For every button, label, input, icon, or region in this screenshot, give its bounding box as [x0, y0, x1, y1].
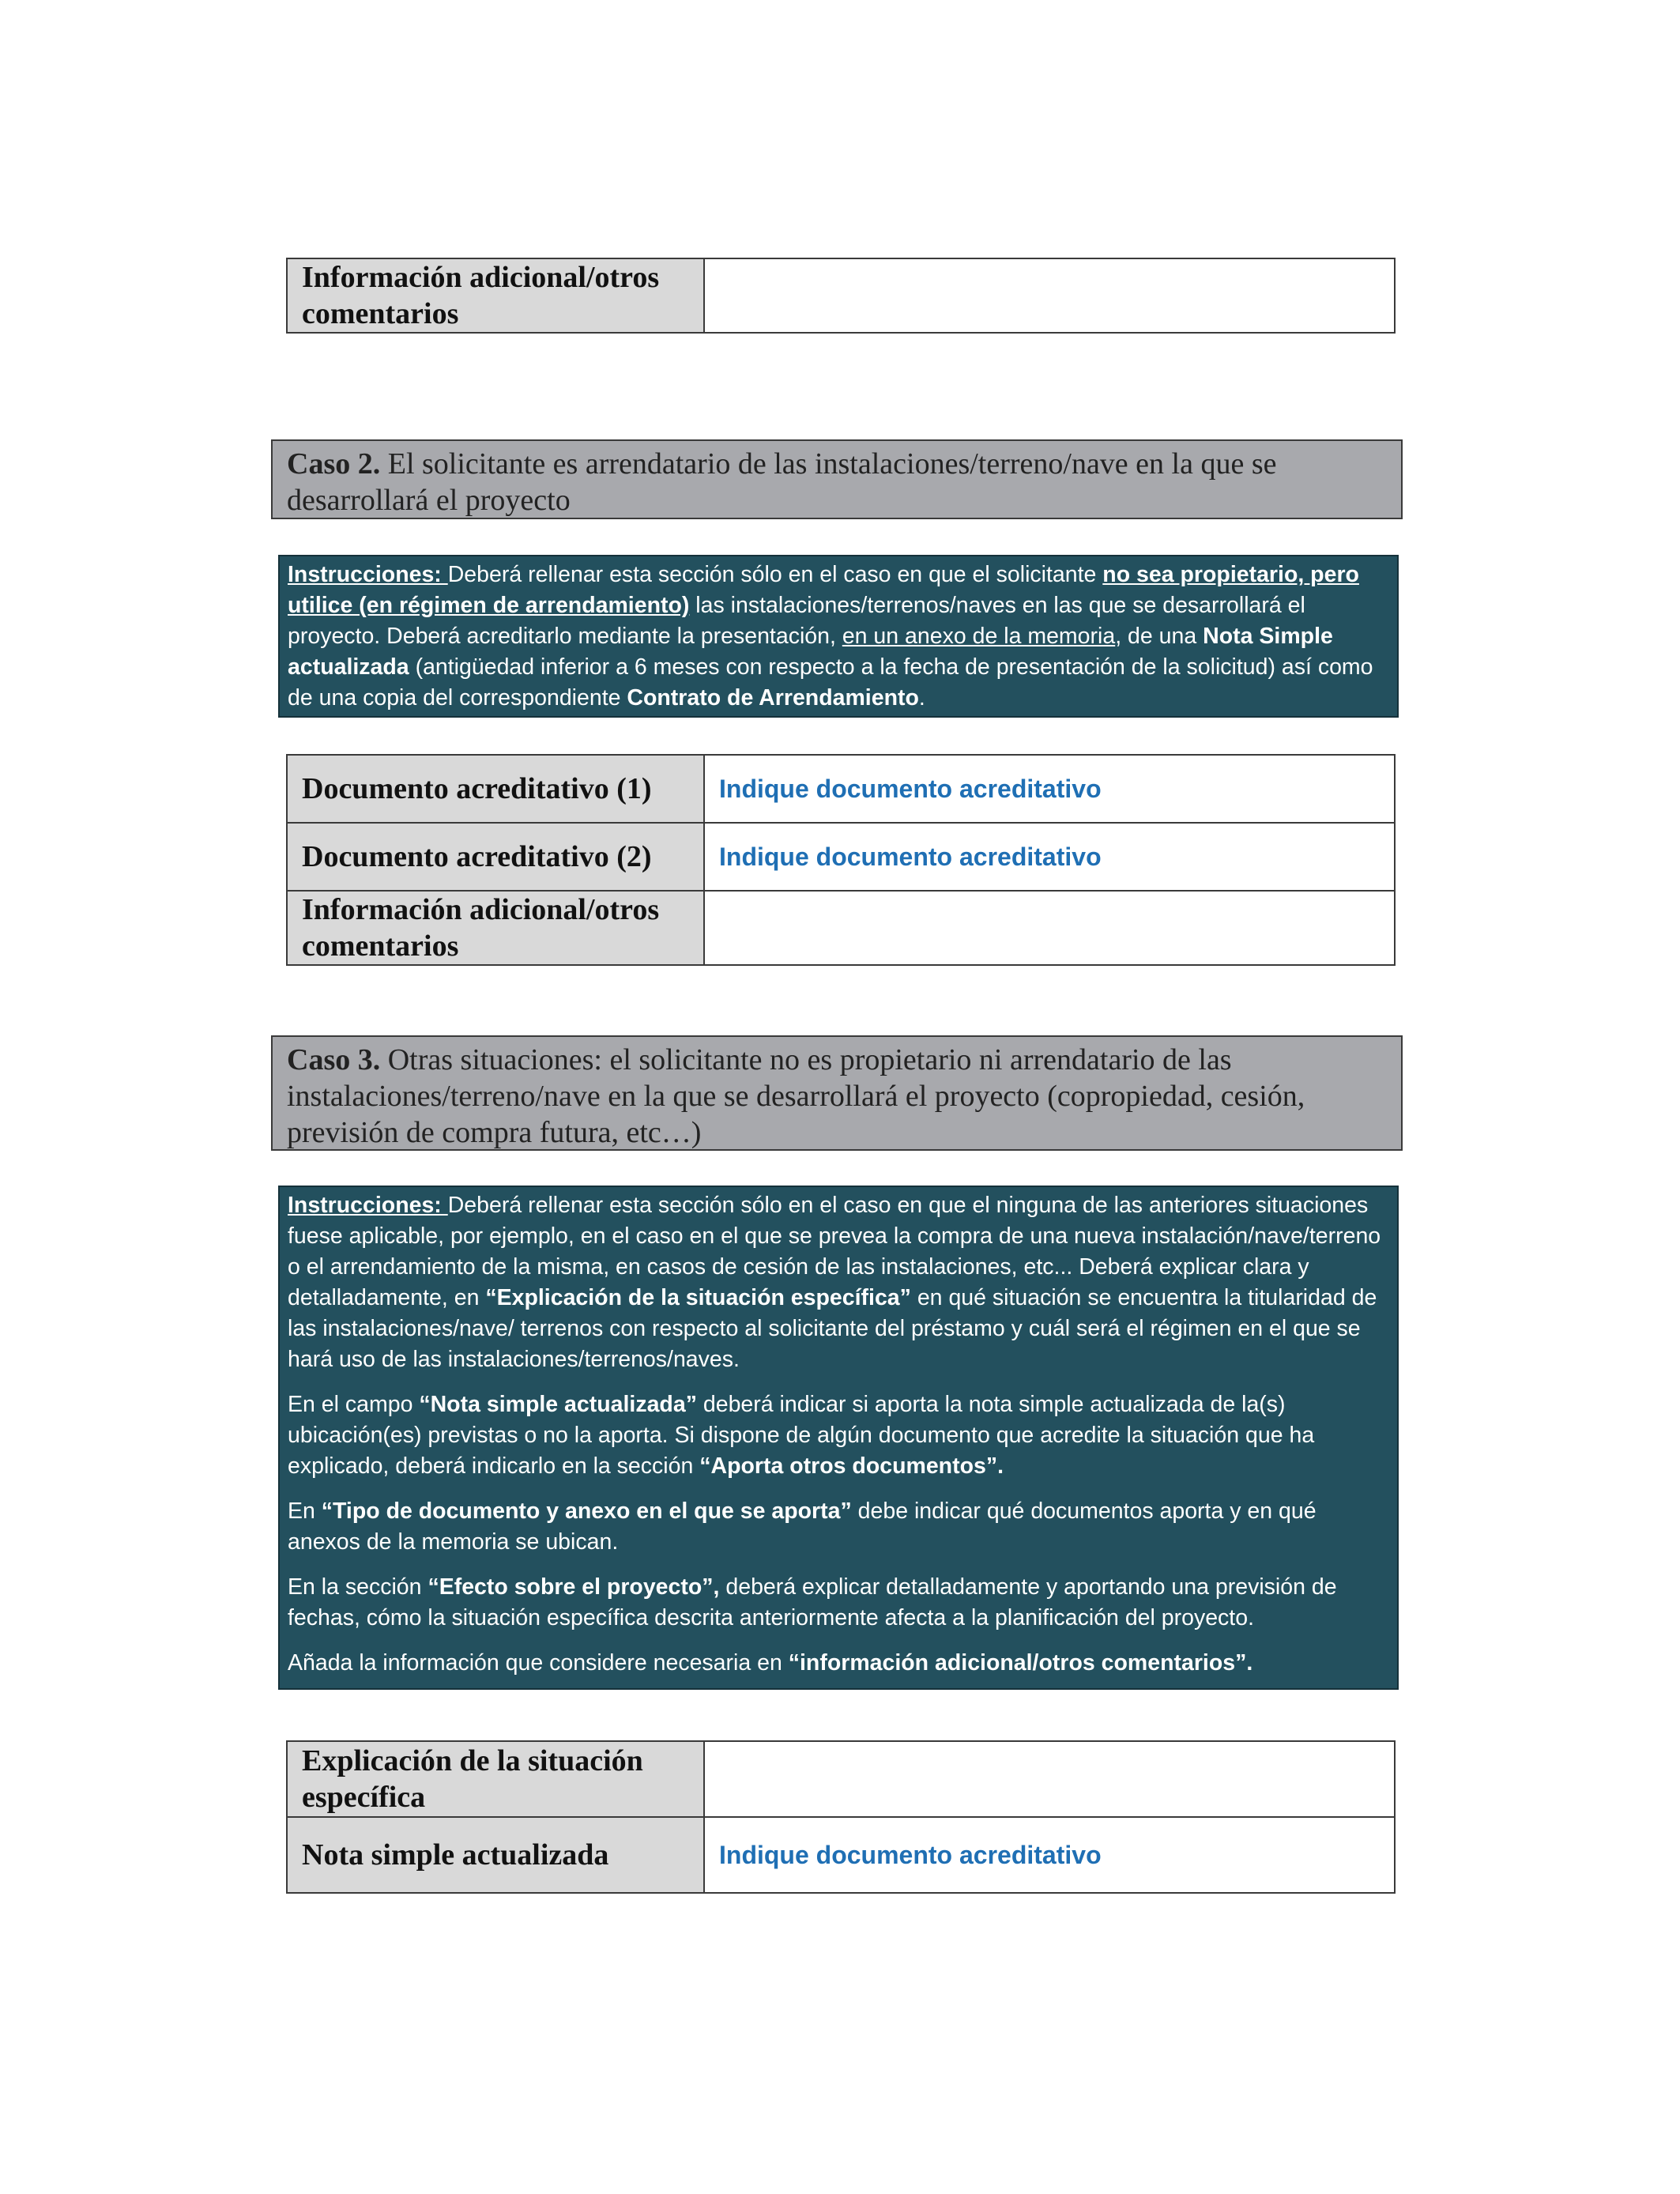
instructions-emphasis: Nota Simple actualizada — [288, 624, 1333, 680]
additional-info-label: Información adicional/otros comentarios — [287, 891, 704, 965]
instructions-text: Deberá rellenar esta sección sólo en el caso en que el ninguna de las anteriores situaciones fuese aplicable, por ejemplo, en el caso en el que se prevea la compra de una nueva instalación/nave/terreno o el arrendamiento de la misma, en casos de cesión de las instalaciones, etc... Deberá explicar clara y detalladamente, en — [288, 1193, 1381, 1310]
case-3-description: Otras situaciones: el solicitante no es propietario ni arrendatario de las instalaciones/terreno/nave en la que se desarrollará el proyecto (copropiedad, cesión, previsión de compra futura, etc…) — [287, 1043, 1305, 1149]
instructions-emphasis: “Explicación de la situación específica” — [485, 1285, 911, 1310]
instructions-emphasis: “Efecto sobre el proyecto”, — [428, 1574, 720, 1600]
instructions-text: . — [918, 685, 925, 711]
case-2-header — [271, 439, 1403, 519]
instructions-text: en qué situación se encuentra la titularidad de las instalaciones/nave/ terrenos con respecto al solicitante del préstamo y cuál será el régimen en el que se hará uso de las instalaciones/terrenos/naves. — [288, 1285, 1377, 1372]
document-2-field[interactable]: Indique documento acreditativo — [704, 823, 1395, 891]
instructions-emphasis: “Nota simple actualizada” — [419, 1392, 697, 1417]
instructions-emphasis: Contrato de Arrendamiento — [627, 685, 919, 711]
instructions-text: En — [288, 1498, 322, 1524]
instructions-text: En el campo — [288, 1392, 420, 1417]
instructions-text: las instalaciones/terrenos/naves en las que se desarrollará el proyecto. Deberá acreditarlo mediante la presentación, — [288, 593, 1305, 649]
case-3-label: Caso 3. — [287, 1043, 381, 1076]
nota-simple-label: Nota simple actualizada — [287, 1817, 704, 1893]
instructions-emphasis: “información adicional/otros comentarios”. — [788, 1650, 1253, 1676]
case-2-description: El solicitante es arrendatario de las instalaciones/terreno/nave en la que se desarrollará el proyecto — [287, 447, 1277, 517]
case-3-header — [271, 1035, 1403, 1151]
document-1-field[interactable]: Indique documento acreditativo — [704, 755, 1395, 823]
instructions-underlined: en un anexo de la memoria — [842, 624, 1116, 649]
situation-explanation-label: Explicación de la situación específica — [287, 1741, 704, 1817]
instructions-lead: Instrucciones: — [288, 1193, 448, 1218]
additional-info-field[interactable] — [704, 891, 1395, 965]
additional-info-table-top — [286, 258, 1396, 334]
case-3-instructions — [278, 1186, 1399, 1690]
instructions-text: debe indicar qué documentos aporta y en qué anexos de la memoria se ubican. — [288, 1498, 1317, 1555]
case-3-table — [286, 1740, 1396, 1894]
instructions-text: , de una — [1115, 624, 1203, 649]
case-2-instructions — [278, 555, 1399, 718]
document-1-label: Documento acreditativo (1) — [287, 755, 704, 823]
case-2-label: Caso 2. — [287, 447, 381, 481]
instructions-text: deberá indicar si aporta la nota simple actualizada de la(s) ubicación(es) previstas o no la aporta. Si dispone de algún documento que acredite la situación que ha explicado, deberá indicarlo en la sección — [288, 1392, 1315, 1479]
additional-info-label: Información adicional/otros comentarios — [287, 258, 704, 333]
instructions-text: deberá explicar detalladamente y aportando una previsión de fechas, cómo la situación específica descrita anteriormente afecta a la planificación del proyecto. — [288, 1574, 1337, 1630]
instructions-text: Deberá rellenar esta sección sólo en el caso en que el solicitante — [447, 562, 1103, 587]
document-2-label: Documento acreditativo (2) — [287, 823, 704, 891]
instructions-lead: Instrucciones: — [288, 562, 448, 587]
instructions-emphasis: “Aporta otros documentos”. — [699, 1453, 1004, 1479]
situation-explanation-field[interactable] — [704, 1741, 1395, 1817]
additional-info-field[interactable] — [704, 258, 1395, 333]
instructions-text: En la sección — [288, 1574, 428, 1600]
instructions-text: Añada la información que considere necesaria en — [288, 1650, 789, 1676]
nota-simple-field[interactable]: Indique documento acreditativo — [704, 1817, 1395, 1893]
instructions-text: (antigüedad inferior a 6 meses con respecto a la fecha de presentación de la solicitud) así como de una copia del correspondiente — [288, 654, 1373, 711]
case-2-table — [286, 754, 1396, 966]
instructions-emphasis: “Tipo de documento y anexo en el que se aporta” — [321, 1498, 852, 1524]
instructions-emphasis: no sea propietario, pero utilice (en régimen de arrendamiento) — [288, 562, 1359, 618]
